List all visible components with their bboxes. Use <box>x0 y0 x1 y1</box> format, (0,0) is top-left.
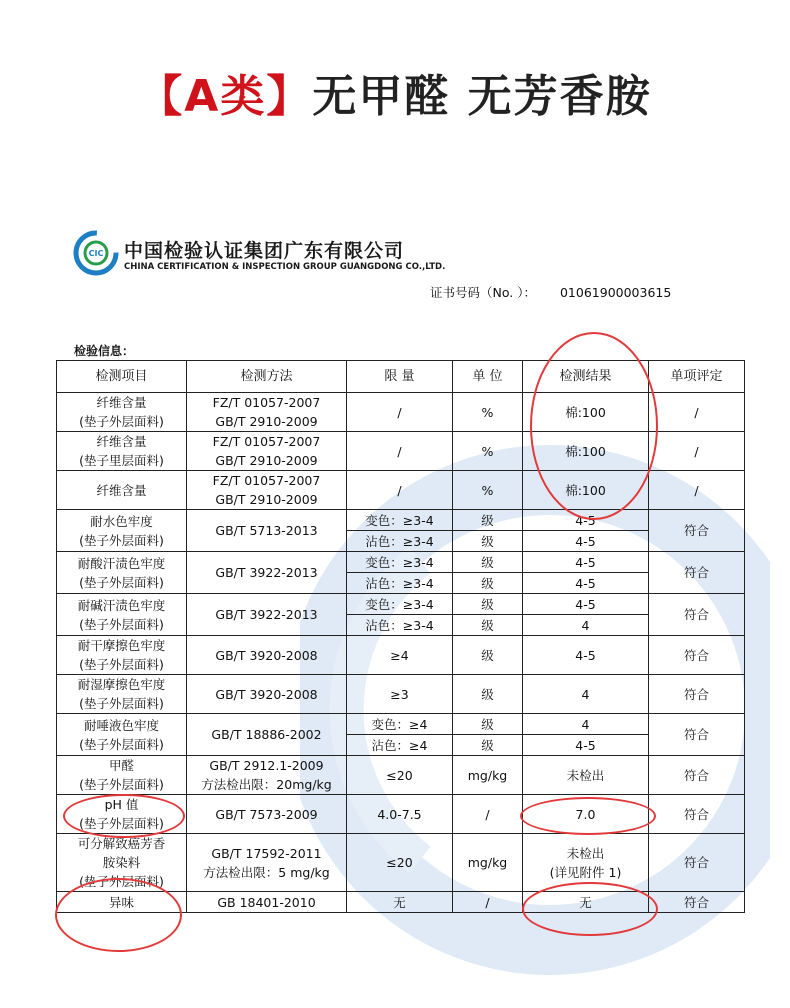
test-method-cell <box>187 636 347 675</box>
page-banner <box>0 60 790 124</box>
limit-cell: 变色：≥3-4 <box>347 552 453 573</box>
limit-cell: / <box>347 393 453 432</box>
test-method-cell <box>187 834 347 892</box>
result-line: 4 <box>581 686 590 702</box>
test-method-cell <box>187 756 347 795</box>
unit-cell: % <box>453 393 523 432</box>
test-item-cell-line: 甲醛 <box>108 758 134 773</box>
certificate-number: 01061900003615 <box>559 285 672 300</box>
unit-cell: 级 <box>453 573 523 594</box>
test-item-cell <box>57 471 187 510</box>
test-method-cell <box>187 594 347 636</box>
limit-cell: / <box>347 471 453 510</box>
result-line: 未检出 <box>566 845 605 861</box>
test-item-cell <box>57 714 187 756</box>
verdict-cell: 符合 <box>649 892 745 913</box>
company-name-en: CHINA CERTIFICATION & INSPECTION GROUP GUANGDONG CO.,LTD. <box>124 262 446 272</box>
verdict-cell: 符合 <box>649 510 745 552</box>
result-cell: 4-5 <box>523 552 649 573</box>
table-header-cell: 检测项目 <box>57 361 187 393</box>
test-item-cell <box>57 552 187 594</box>
table-row <box>57 594 745 615</box>
annotation-ellipse-amine-result <box>522 882 658 936</box>
unit-cell: mg/kg <box>453 756 523 795</box>
verdict-cell: 符合 <box>649 714 745 756</box>
unit-cell: / <box>453 892 523 913</box>
unit-cell: / <box>453 795 523 834</box>
test-item-cell-line: (垫子里层面料) <box>79 453 164 468</box>
table-header-cell: 检测结果 <box>523 361 649 393</box>
test-method-cell-line: GB/T 2910-2009 <box>215 492 318 507</box>
test-item-cell-line: (垫子外层面料) <box>79 874 164 889</box>
annotation-ellipse-aromatic-amine <box>55 878 182 952</box>
result-note-line: (详见附件 1) <box>549 864 622 880</box>
test-method-cell-line: 方法检出限：5 mg/kg <box>203 864 330 880</box>
unit-cell: 级 <box>453 615 523 636</box>
result-cell: 4-5 <box>523 594 649 615</box>
table-row <box>57 552 745 573</box>
section-title: 检验信息： <box>74 344 135 358</box>
verdict-cell: 符合 <box>649 594 745 636</box>
verdict-cell: / <box>649 393 745 432</box>
test-method-cell <box>187 714 347 756</box>
result-line: 4-5 <box>575 647 596 663</box>
result-cell: 4-5 <box>523 573 649 594</box>
test-method-cell-line: GB/T 2910-2009 <box>215 453 318 468</box>
verdict-cell: 符合 <box>649 795 745 834</box>
unit-cell: 级 <box>453 636 523 675</box>
test-item-cell <box>57 756 187 795</box>
test-method-cell <box>187 432 347 471</box>
test-item-cell-line: 纤维含量 <box>96 482 147 498</box>
test-method-cell-line: GB/T 18886-2002 <box>211 727 322 742</box>
test-method-cell <box>187 393 347 432</box>
test-method-cell-line: FZ/T 01057-2007 <box>212 473 321 488</box>
certificate-number-line <box>430 283 671 301</box>
limit-cell: 变色：≥3-4 <box>347 594 453 615</box>
unit-cell: 级 <box>453 675 523 714</box>
annotation-ellipse-fiber-results <box>530 332 658 520</box>
test-item-cell-line: (垫子外层面料) <box>79 777 164 792</box>
table-row <box>57 675 745 714</box>
limit-cell: 沾色：≥3-4 <box>347 615 453 636</box>
test-method-cell-line: GB 18401-2010 <box>217 894 316 910</box>
test-item-cell-line: 纤维含量 <box>96 434 147 449</box>
test-item-cell <box>57 432 187 471</box>
test-method-cell-line: FZ/T 01057-2007 <box>212 434 321 449</box>
result-line: 棉:100 <box>565 482 606 498</box>
table-header-cell: 单 位 <box>453 361 523 393</box>
svg-text:CIC: CIC <box>88 249 104 258</box>
test-method-cell-line: FZ/T 01057-2007 <box>212 395 321 410</box>
table-header-cell: 限 量 <box>347 361 453 393</box>
unit-cell: 级 <box>453 510 523 531</box>
test-item-cell-line: (垫子外层面料) <box>79 574 164 590</box>
result-cell: 4-5 <box>523 510 649 531</box>
verdict-cell: 符合 <box>649 834 745 892</box>
table-header-cell: 单项评定 <box>649 361 745 393</box>
limit-cell: 变色：≥4 <box>347 714 453 735</box>
unit-cell: 级 <box>453 714 523 735</box>
test-item-cell-line: 异味 <box>108 894 134 910</box>
test-item-cell-line: (垫子外层面料) <box>79 816 164 831</box>
test-item-cell <box>57 594 187 636</box>
limit-cell: ≥4 <box>347 636 453 675</box>
test-item-cell-line: (垫子外层面料) <box>79 657 164 672</box>
limit-cell: ≤20 <box>347 756 453 795</box>
table-row <box>57 834 745 892</box>
limit-cell: 变色：≥3-4 <box>347 510 453 531</box>
test-method-cell <box>187 892 347 913</box>
result-line: 棉:100 <box>565 443 606 459</box>
result-cell: 4-5 <box>523 735 649 756</box>
test-item-cell-line: (垫子外层面料) <box>79 532 164 548</box>
unit-cell: 级 <box>453 531 523 552</box>
limit-cell: ≤20 <box>347 834 453 892</box>
test-item-cell-line: 耐唾液色牢度 <box>83 717 159 733</box>
test-item-cell <box>57 510 187 552</box>
result-line: 棉:100 <box>565 404 606 420</box>
verdict-cell: 符合 <box>649 552 745 594</box>
unit-cell: 级 <box>453 594 523 615</box>
unit-cell: 级 <box>453 735 523 756</box>
table-row <box>57 636 745 675</box>
limit-cell: 沾色：≥3-4 <box>347 573 453 594</box>
result-cell <box>523 675 649 714</box>
limit-cell: 4.0-7.5 <box>347 795 453 834</box>
test-item-cell-line: (垫子外层面料) <box>79 414 164 429</box>
test-item-cell <box>57 393 187 432</box>
test-method-cell-line: GB/T 3922-2013 <box>215 607 318 622</box>
verdict-cell: / <box>649 432 745 471</box>
test-item-cell-line: 耐干摩擦色牢度 <box>77 638 166 653</box>
test-method-cell-line: GB/T 2910-2009 <box>215 414 318 429</box>
table-row <box>57 510 745 531</box>
result-line: 无 <box>579 894 592 910</box>
unit-cell: % <box>453 432 523 471</box>
table-row <box>57 714 745 735</box>
verdict-cell: 符合 <box>649 756 745 795</box>
test-method-cell-line: GB/T 17592-2011 <box>211 845 322 861</box>
test-item-cell-line: 胺染料 <box>102 855 141 870</box>
table-row <box>57 756 745 795</box>
result-cell <box>523 636 649 675</box>
test-item-cell-line: 纤维含量 <box>96 395 147 410</box>
company-name-cn: 中国检验认证集团广东有限公司 <box>124 240 405 262</box>
test-item-cell-line: 可分解致癌芳香 <box>77 836 166 851</box>
verdict-cell: 符合 <box>649 675 745 714</box>
test-item-cell-line: (垫子外层面料) <box>79 736 164 752</box>
result-cell: 4-5 <box>523 531 649 552</box>
unit-cell: mg/kg <box>453 834 523 892</box>
result-cell: 4 <box>523 714 649 735</box>
result-cell <box>523 756 649 795</box>
test-method-cell <box>187 510 347 552</box>
verdict-cell: / <box>649 471 745 510</box>
limit-cell: 无 <box>347 892 453 913</box>
cic-logo-icon <box>73 230 119 276</box>
limit-cell: 沾色：≥4 <box>347 735 453 756</box>
test-method-cell <box>187 795 347 834</box>
test-method-cell-line: GB/T 2912.1-2009 <box>209 758 324 773</box>
test-method-cell <box>187 552 347 594</box>
test-item-cell-line: 耐湿摩擦色牢度 <box>77 677 166 692</box>
test-method-cell <box>187 471 347 510</box>
unit-cell: 级 <box>453 552 523 573</box>
test-item-cell-line: (垫子外层面料) <box>79 616 164 632</box>
banner-headline: 无甲醛 无芳香胺 <box>312 71 652 122</box>
annotation-ellipse-formaldehyde <box>63 794 185 838</box>
certificate-label: 证书号码（No. ）： <box>430 285 536 300</box>
limit-cell: / <box>347 432 453 471</box>
test-item-cell-line: (垫子外层面料) <box>79 696 164 711</box>
table-header-cell: 检测方法 <box>187 361 347 393</box>
test-item-cell-line: 耐碱汗渍色牢度 <box>77 597 166 613</box>
limit-cell: 沾色：≥3-4 <box>347 531 453 552</box>
test-item-cell-line: pH 值 <box>104 797 139 812</box>
test-method-cell-line: 方法检出限：20mg/kg <box>201 777 332 792</box>
verdict-cell: 符合 <box>649 636 745 675</box>
test-item-cell-line: 耐水色牢度 <box>90 513 153 529</box>
limit-cell: ≥3 <box>347 675 453 714</box>
test-method-cell <box>187 675 347 714</box>
test-item-cell-line: 耐酸汗渍色牢度 <box>77 555 166 571</box>
unit-cell: % <box>453 471 523 510</box>
test-method-cell-line: GB/T 3920-2008 <box>215 647 318 663</box>
test-item-cell <box>57 636 187 675</box>
test-method-cell-line: GB/T 7573-2009 <box>215 806 318 822</box>
banner-tag: 【A类】 <box>138 71 313 122</box>
test-method-cell-line: GB/T 5713-2013 <box>215 523 318 538</box>
result-cell: 4 <box>523 615 649 636</box>
result-line: 未检出 <box>566 767 605 783</box>
test-item-cell <box>57 675 187 714</box>
annotation-ellipse-formaldehyde-result <box>520 797 656 835</box>
test-method-cell-line: GB/T 3922-2013 <box>215 565 318 580</box>
result-line: 7.0 <box>575 806 596 822</box>
test-method-cell-line: GB/T 3920-2008 <box>215 686 318 702</box>
